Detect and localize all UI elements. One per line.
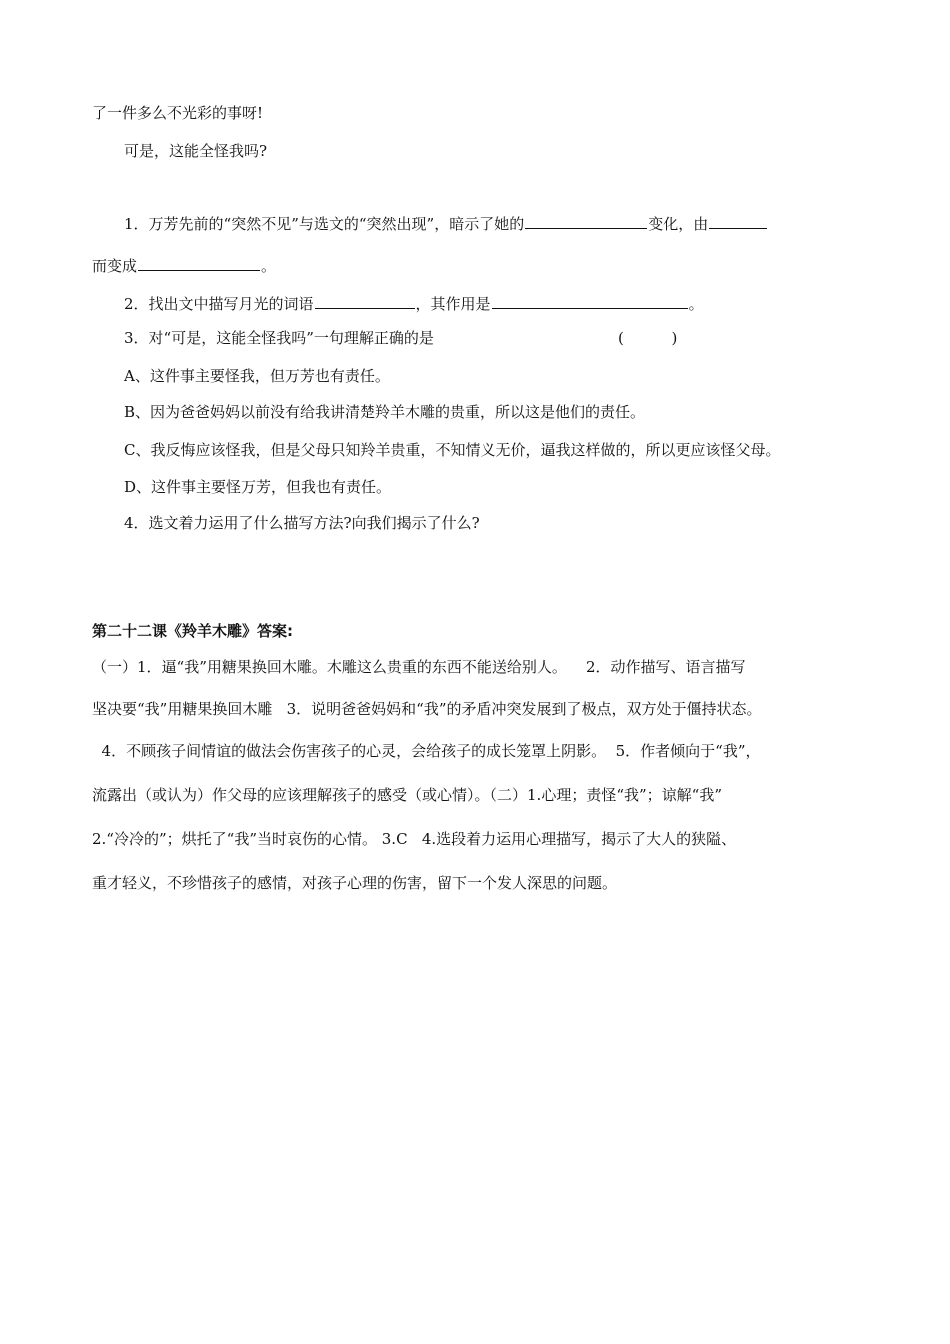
passage-end-line: 了一件多么不光彩的事呀! (92, 104, 264, 122)
q1-text-d: 。 (261, 257, 277, 275)
answer-line-5: 2.“冷冷的”；烘托了“我”当时哀伤的心情。 3.C 4.选段着力运用心理描写，揭示了大人的狭隘、 (92, 830, 737, 848)
q2-blank-2[interactable] (492, 292, 688, 309)
answer-line-1: （一）1．逼“我”用糖果换回木雕。木雕这么贵重的东西不能送给别人。 2．动作描写、语言描写 (92, 658, 746, 676)
answer-line-2: 坚决要“我”用糖果换回木雕 3．说明爸爸妈妈和“我”的矛盾冲突发展到了极点，双方处于僵持状态。 (92, 700, 762, 718)
question-1 (124, 212, 890, 234)
q2-blank-1[interactable] (315, 292, 415, 309)
q1-text-b: 变化，由 (648, 215, 709, 233)
q1-text-c: 而变成 (92, 257, 138, 275)
q1-text-a: 1．万芳先前的“突然不见”与选文的“突然出现”，暗示了她的 (124, 215, 525, 233)
question-2 (124, 292, 890, 314)
question-3-stem (124, 328, 890, 348)
q3-answer-bracket[interactable]: ( ) (618, 329, 678, 347)
q1-blank-2[interactable] (709, 212, 767, 229)
answer-line-6: 重才轻义，不珍惜孩子的感情，对孩子心理的伤害，留下一个发人深思的问题。 (92, 874, 618, 892)
answers-title: 第二十二课《羚羊木雕》答案: (92, 622, 293, 640)
answer-line-3: 4．不顾孩子间情谊的做法会伤害孩子的心灵，会给孩子的成长笼罩上阴影。 5．作者倾向于“我”， (92, 742, 761, 760)
q3-option-a[interactable]: A、这件事主要怪我，但万芳也有责任。 (124, 367, 390, 385)
q2-text-c: 。 (688, 295, 704, 313)
q2-text-a: 2．找出文中描写月光的词语 (124, 295, 314, 313)
passage-question-line: 可是，这能全怪我吗? (124, 142, 268, 160)
q1-blank-1[interactable] (525, 212, 647, 229)
q3-option-c[interactable]: C、我反悔应该怪我，但是父母只知羚羊贵重，不知情义无价，逼我这样做的，所以更应该怪父母。 (124, 441, 781, 459)
answer-line-4: 流露出（或认为）作父母的应该理解孩子的感受（或心情）。（二）1.心理；责怪“我”；谅解“我” (92, 786, 722, 804)
question-4: 4．选文着力运用了什么描写方法?向我们揭示了什么? (124, 514, 480, 532)
q2-text-b: ，其作用是 (415, 295, 491, 313)
question-1-cont (92, 254, 890, 276)
q3-option-d[interactable]: D、这件事主要怪万芳，但我也有责任。 (124, 478, 392, 496)
q3-stem-text: 3．对“可是，这能全怪我吗”一句理解正确的是 (124, 329, 434, 347)
q1-blank-3[interactable] (138, 254, 260, 271)
q3-option-b[interactable]: B、因为爸爸妈妈以前没有给我讲清楚羚羊木雕的贵重，所以这是他们的责任。 (124, 403, 646, 421)
